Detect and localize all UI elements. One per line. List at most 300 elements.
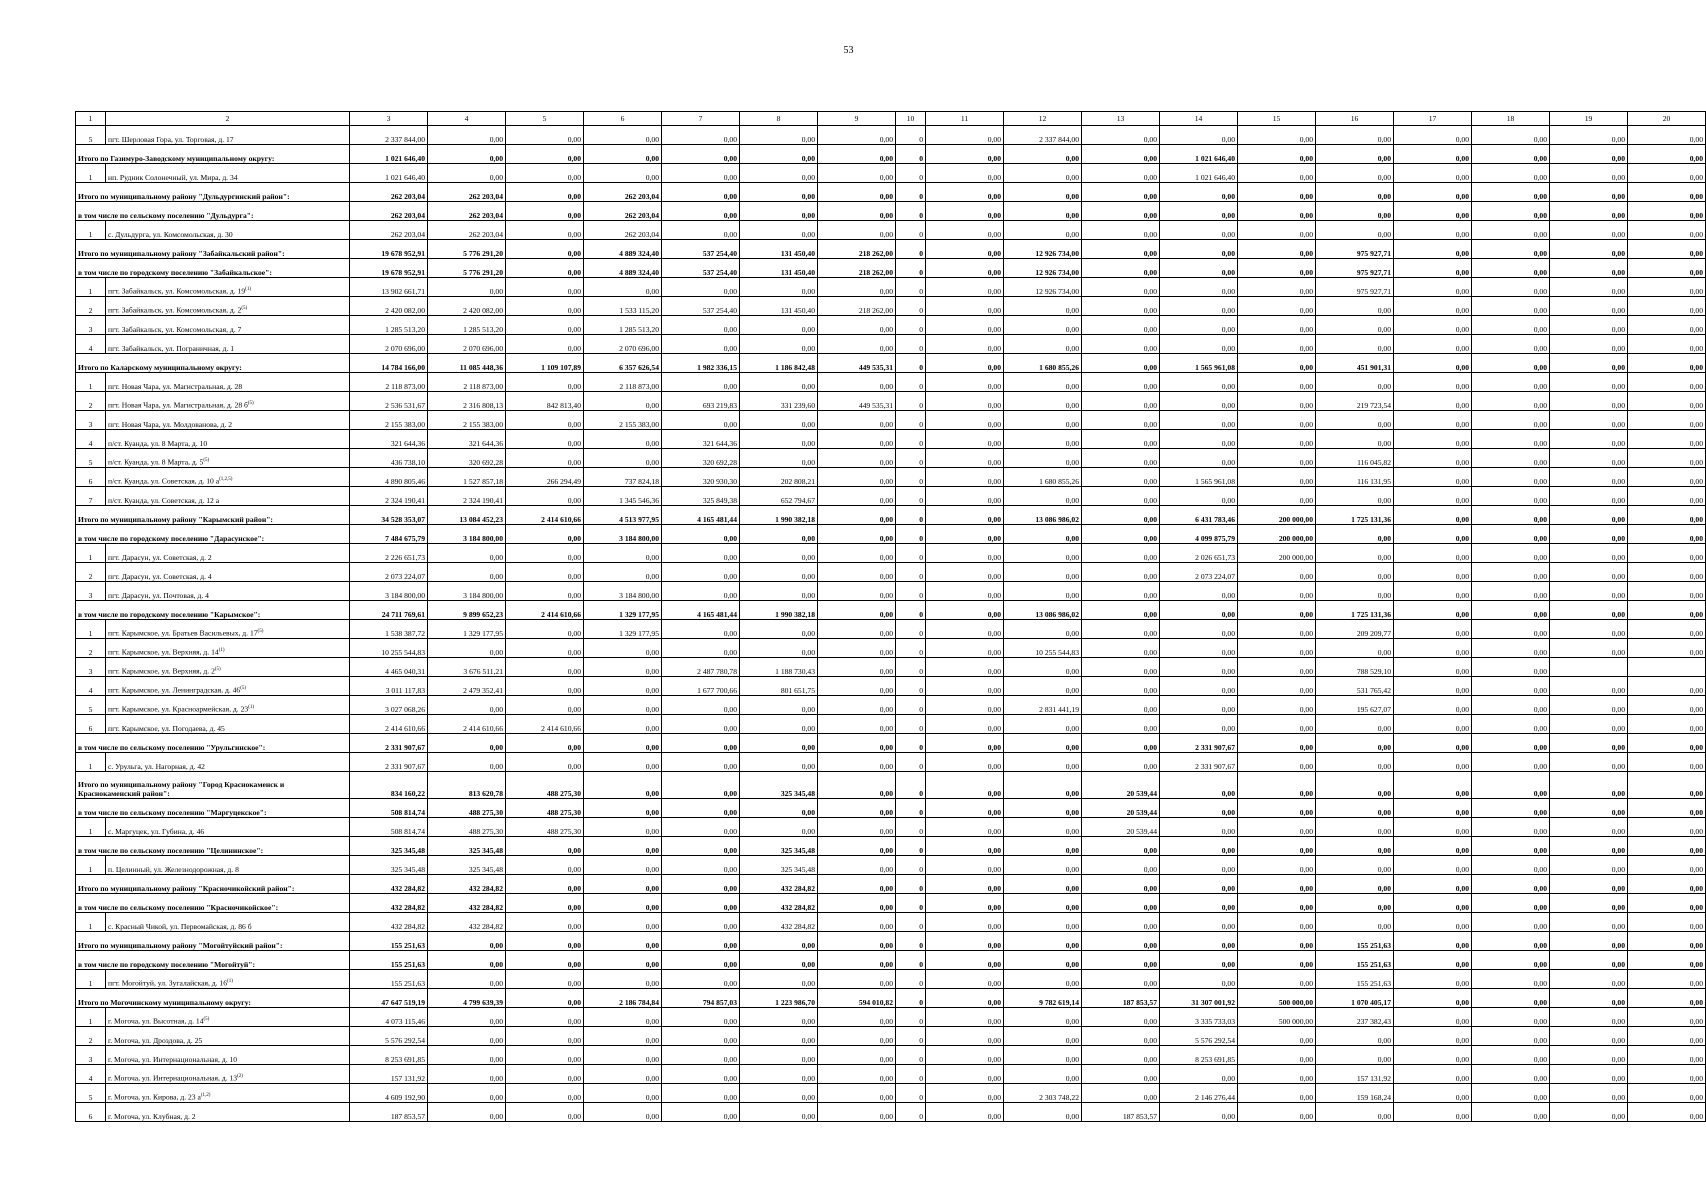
value-cell: 2 337 844,00 bbox=[1004, 126, 1082, 145]
value-cell: 0,00 bbox=[662, 335, 740, 354]
value-cell: 0 bbox=[896, 753, 926, 772]
value-cell: 0,00 bbox=[1004, 487, 1082, 506]
value-cell: 0,00 bbox=[662, 753, 740, 772]
value-cell: 1 021 646,40 bbox=[1160, 164, 1238, 183]
value-cell: 0,00 bbox=[428, 1103, 506, 1122]
value-cell: 0,00 bbox=[1160, 449, 1238, 468]
value-cell: 0,00 bbox=[1316, 525, 1394, 544]
value-cell: 0,00 bbox=[1472, 658, 1550, 677]
value-cell: 2 479 352,41 bbox=[428, 677, 506, 696]
value-cell: 0,00 bbox=[1472, 734, 1550, 753]
value-cell: 0,00 bbox=[1238, 582, 1316, 601]
value-cell: 0,00 bbox=[1160, 772, 1238, 799]
value-cell: 0,00 bbox=[1238, 1103, 1316, 1122]
row-number: 1 bbox=[76, 1008, 106, 1027]
value-cell: 0,00 bbox=[1238, 449, 1316, 468]
value-cell: 0,00 bbox=[1550, 989, 1628, 1008]
value-cell: 0,00 bbox=[1472, 202, 1550, 221]
value-cell: 0,00 bbox=[1472, 837, 1550, 856]
address-text: пгт. Карымское, ул. Верхняя, д. 2 bbox=[108, 667, 215, 676]
value-cell: 0,00 bbox=[1628, 818, 1706, 837]
subtotal-row bbox=[76, 183, 1706, 202]
value-cell: 0,00 bbox=[926, 316, 1004, 335]
value-cell: 31 307 001,92 bbox=[1160, 989, 1238, 1008]
value-cell: 202 808,21 bbox=[740, 468, 818, 487]
value-cell: 0,00 bbox=[1004, 1008, 1082, 1027]
value-cell: 0,00 bbox=[584, 1027, 662, 1046]
value-cell: 0,00 bbox=[662, 278, 740, 297]
value-cell: 0,00 bbox=[1316, 753, 1394, 772]
value-cell: 8 253 691,85 bbox=[350, 1046, 428, 1065]
value-cell: 0,00 bbox=[1628, 1065, 1706, 1084]
value-cell: 0,00 bbox=[926, 658, 1004, 677]
value-cell: 0 bbox=[896, 1008, 926, 1027]
value-cell: 0,00 bbox=[662, 1008, 740, 1027]
value-cell: 0,00 bbox=[506, 297, 584, 316]
value-cell: 0,00 bbox=[1160, 430, 1238, 449]
value-cell: 0,00 bbox=[1628, 582, 1706, 601]
value-cell: 4 165 481,44 bbox=[662, 506, 740, 525]
value-cell: 0,00 bbox=[1472, 932, 1550, 951]
value-cell: 0,00 bbox=[662, 126, 740, 145]
value-cell: 0,00 bbox=[1316, 734, 1394, 753]
value-cell: 0 bbox=[896, 799, 926, 818]
value-cell: 0,00 bbox=[926, 240, 1004, 259]
value-cell: 0,00 bbox=[926, 202, 1004, 221]
value-cell: 200 000,00 bbox=[1238, 525, 1316, 544]
value-cell: 0,00 bbox=[428, 1084, 506, 1103]
address-text: с. Маргуцек, ул. Губина, д. 46 bbox=[108, 827, 205, 836]
value-cell: 0 bbox=[896, 354, 926, 373]
value-cell: 0,00 bbox=[584, 145, 662, 164]
value-cell: 1 345 546,36 bbox=[584, 487, 662, 506]
address-cell bbox=[106, 563, 350, 582]
value-cell: 0,00 bbox=[1082, 601, 1160, 620]
value-cell: 20 539,44 bbox=[1082, 818, 1160, 837]
value-cell: 0,00 bbox=[818, 875, 896, 894]
value-cell: 0,00 bbox=[1394, 202, 1472, 221]
address-cell bbox=[106, 544, 350, 563]
subtotal-label: Итого по Каларскому муниципальному округу: bbox=[76, 354, 350, 373]
value-cell: 0,00 bbox=[1082, 1046, 1160, 1065]
value-cell: 0,00 bbox=[1394, 1103, 1472, 1122]
value-cell: 0,00 bbox=[818, 951, 896, 970]
address-text: г. Могоча, ул. Интернациональная, д. 10 bbox=[108, 1055, 238, 1064]
value-cell: 0,00 bbox=[1316, 1103, 1394, 1122]
value-cell: 0,00 bbox=[1550, 525, 1628, 544]
value-cell: 737 824,18 bbox=[584, 468, 662, 487]
value-cell: 12 926 734,00 bbox=[1004, 278, 1082, 297]
value-cell: 0,00 bbox=[506, 544, 584, 563]
value-cell: 0,00 bbox=[818, 202, 896, 221]
value-cell: 0,00 bbox=[1004, 316, 1082, 335]
address-text: г. Могоча, ул. Клубная, д. 2 bbox=[108, 1112, 196, 1121]
value-cell: 2 414 610,66 bbox=[350, 715, 428, 734]
value-cell: 0,00 bbox=[1628, 951, 1706, 970]
value-cell: 3 027 068,26 bbox=[350, 696, 428, 715]
value-cell: 0,00 bbox=[1472, 715, 1550, 734]
value-cell: 432 284,82 bbox=[740, 913, 818, 932]
value-cell: 0 bbox=[896, 164, 926, 183]
value-cell: 0,00 bbox=[506, 1103, 584, 1122]
value-cell: 0,00 bbox=[1238, 126, 1316, 145]
table-row bbox=[76, 392, 1706, 411]
value-cell: 0,00 bbox=[1004, 544, 1082, 563]
value-cell: 0,00 bbox=[926, 544, 1004, 563]
value-cell: 0,00 bbox=[1394, 913, 1472, 932]
value-cell: 0,00 bbox=[1004, 449, 1082, 468]
value-cell: 0,00 bbox=[1550, 335, 1628, 354]
value-cell: 0,00 bbox=[818, 1084, 896, 1103]
value-cell: 0,00 bbox=[1004, 392, 1082, 411]
value-cell: 0,00 bbox=[506, 525, 584, 544]
value-cell: 0 bbox=[896, 951, 926, 970]
value-cell: 801 651,75 bbox=[740, 677, 818, 696]
value-cell: 4 889 324,40 bbox=[584, 240, 662, 259]
address-cell bbox=[106, 126, 350, 145]
value-cell: 0,00 bbox=[1394, 544, 1472, 563]
value-cell: 131 450,40 bbox=[740, 259, 818, 278]
value-cell: 0,00 bbox=[818, 145, 896, 164]
footnote-mark: (5) bbox=[203, 458, 210, 464]
value-cell: 0,00 bbox=[1628, 259, 1706, 278]
subtotal-row bbox=[76, 734, 1706, 753]
address-text: пгт. Дарасун, ул. Советская, д. 2 bbox=[108, 553, 212, 562]
value-cell: 0,00 bbox=[1160, 582, 1238, 601]
value-cell: 0,00 bbox=[818, 1027, 896, 1046]
value-cell: 0,00 bbox=[1628, 202, 1706, 221]
row-number: 2 bbox=[76, 563, 106, 582]
value-cell: 0 bbox=[896, 1103, 926, 1122]
value-cell: 0,00 bbox=[1004, 932, 1082, 951]
value-cell: 0,00 bbox=[1550, 715, 1628, 734]
table-row bbox=[76, 913, 1706, 932]
value-cell: 0,00 bbox=[662, 818, 740, 837]
table-row bbox=[76, 164, 1706, 183]
value-cell: 0,00 bbox=[662, 563, 740, 582]
value-cell: 0,00 bbox=[926, 487, 1004, 506]
value-cell: 0,00 bbox=[1628, 856, 1706, 875]
value-cell: 0 bbox=[896, 582, 926, 601]
value-cell: 0 bbox=[896, 818, 926, 837]
value-cell: 0,00 bbox=[1550, 544, 1628, 563]
value-cell: 0,00 bbox=[1238, 753, 1316, 772]
value-cell: 0,00 bbox=[1160, 601, 1238, 620]
value-cell: 0,00 bbox=[428, 126, 506, 145]
value-cell: 3 184 800,00 bbox=[428, 525, 506, 544]
value-cell: 0,00 bbox=[662, 316, 740, 335]
value-cell: 0,00 bbox=[1238, 894, 1316, 913]
value-cell: 0,00 bbox=[1316, 373, 1394, 392]
value-cell: 432 284,82 bbox=[740, 875, 818, 894]
value-cell: 0,00 bbox=[1316, 818, 1394, 837]
budget-table bbox=[75, 111, 1706, 1122]
value-cell: 262 203,04 bbox=[350, 183, 428, 202]
address-cell bbox=[106, 658, 350, 677]
value-cell: 0,00 bbox=[740, 1084, 818, 1103]
value-cell: 0,00 bbox=[1394, 563, 1472, 582]
value-cell: 0,00 bbox=[1316, 202, 1394, 221]
value-cell: 0,00 bbox=[1394, 601, 1472, 620]
value-cell: 432 284,82 bbox=[428, 913, 506, 932]
row-number: 3 bbox=[76, 411, 106, 430]
value-cell: 0 bbox=[896, 772, 926, 799]
footnote-mark: (1,2) bbox=[200, 1093, 211, 1099]
row-number: 6 bbox=[76, 468, 106, 487]
value-cell: 0,00 bbox=[1238, 970, 1316, 989]
value-cell: 0,00 bbox=[818, 696, 896, 715]
value-cell: 0,00 bbox=[1394, 126, 1472, 145]
address-text: пгт. Дарасун, ул. Советская, д. 4 bbox=[108, 572, 212, 581]
value-cell: 0,00 bbox=[506, 639, 584, 658]
table-row bbox=[76, 563, 1706, 582]
value-cell: 0,00 bbox=[1238, 278, 1316, 297]
value-cell: 2 331 907,67 bbox=[1160, 734, 1238, 753]
value-cell: 1 021 646,40 bbox=[350, 164, 428, 183]
value-cell: 0,00 bbox=[662, 411, 740, 430]
value-cell: 1 329 177,95 bbox=[584, 601, 662, 620]
value-cell: 0,00 bbox=[818, 818, 896, 837]
value-cell: 0,00 bbox=[1238, 1084, 1316, 1103]
value-cell: 0,00 bbox=[662, 544, 740, 563]
value-cell: 0,00 bbox=[1628, 1046, 1706, 1065]
value-cell: 0,00 bbox=[926, 430, 1004, 449]
value-cell: 131 450,40 bbox=[740, 240, 818, 259]
value-cell: 0,00 bbox=[506, 487, 584, 506]
address-text: пгт. Забайкальск, ул. Пограничная, д. 1 bbox=[108, 344, 235, 353]
value-cell: 0,00 bbox=[1472, 316, 1550, 335]
value-cell: 0 bbox=[896, 734, 926, 753]
value-cell: 187 853,57 bbox=[350, 1103, 428, 1122]
value-cell: 2 303 748,22 bbox=[1004, 1084, 1082, 1103]
value-cell: 0,00 bbox=[1550, 772, 1628, 799]
subtotal-label: в том числе по сельскому поселению "Красночикойское": bbox=[76, 894, 350, 913]
value-cell: 693 219,83 bbox=[662, 392, 740, 411]
value-cell: 0,00 bbox=[1550, 221, 1628, 240]
value-cell: 13 086 986,02 bbox=[1004, 601, 1082, 620]
value-cell: 0,00 bbox=[926, 772, 1004, 799]
value-cell: 0,00 bbox=[1550, 506, 1628, 525]
value-cell: 0,00 bbox=[584, 837, 662, 856]
value-cell: 0,00 bbox=[926, 913, 1004, 932]
value-cell: 195 627,07 bbox=[1316, 696, 1394, 715]
value-cell: 0,00 bbox=[1160, 951, 1238, 970]
value-cell: 34 528 353,07 bbox=[350, 506, 428, 525]
address-cell bbox=[106, 970, 350, 989]
value-cell: 0,00 bbox=[926, 164, 1004, 183]
value-cell: 1 990 382,18 bbox=[740, 601, 818, 620]
value-cell: 0,00 bbox=[584, 875, 662, 894]
value-cell: 0,00 bbox=[1628, 799, 1706, 818]
value-cell: 0,00 bbox=[1628, 430, 1706, 449]
footnote-mark: (5) bbox=[257, 629, 264, 635]
value-cell: 1 538 387,72 bbox=[350, 620, 428, 639]
footnote-mark: (5) bbox=[247, 401, 254, 407]
value-cell: 0,00 bbox=[1472, 563, 1550, 582]
value-cell: 0,00 bbox=[1628, 468, 1706, 487]
value-cell: 187 853,57 bbox=[1082, 1103, 1160, 1122]
value-cell: 0,00 bbox=[1316, 544, 1394, 563]
value-cell: 0,00 bbox=[584, 639, 662, 658]
value-cell: 325 345,48 bbox=[740, 856, 818, 875]
value-cell: 0,00 bbox=[1394, 1084, 1472, 1103]
value-cell: 2 146 276,44 bbox=[1160, 1084, 1238, 1103]
row-number: 4 bbox=[76, 430, 106, 449]
value-cell: 2 226 651,73 bbox=[350, 544, 428, 563]
value-cell: 0,00 bbox=[1160, 875, 1238, 894]
address-text: с. Дульдурга, ул. Комсомольская, д. 30 bbox=[108, 230, 233, 239]
value-cell: 0,00 bbox=[1082, 715, 1160, 734]
value-cell: 0,00 bbox=[740, 1103, 818, 1122]
value-cell: 0,00 bbox=[926, 715, 1004, 734]
value-cell: 13 086 986,02 bbox=[1004, 506, 1082, 525]
value-cell: 0,00 bbox=[1472, 913, 1550, 932]
value-cell: 325 345,48 bbox=[740, 772, 818, 799]
value-cell: 0,00 bbox=[1160, 799, 1238, 818]
value-cell: 2 118 873,00 bbox=[350, 373, 428, 392]
value-cell: 0,00 bbox=[428, 278, 506, 297]
value-cell: 200 000,00 bbox=[1238, 506, 1316, 525]
subtotal-label: Итого по Могочинскому муниципальному округу: bbox=[76, 989, 350, 1008]
value-cell: 20 539,44 bbox=[1082, 772, 1160, 799]
value-cell: 0,00 bbox=[740, 734, 818, 753]
table-row bbox=[76, 658, 1706, 677]
value-cell: 2 070 696,00 bbox=[350, 335, 428, 354]
address-cell bbox=[106, 221, 350, 240]
address-cell bbox=[106, 411, 350, 430]
value-cell: 157 131,92 bbox=[350, 1065, 428, 1084]
row-number: 6 bbox=[76, 1103, 106, 1122]
value-cell: 0,00 bbox=[1316, 894, 1394, 913]
value-cell: 2 487 780,78 bbox=[662, 658, 740, 677]
value-cell: 0,00 bbox=[926, 1008, 1004, 1027]
value-cell: 0,00 bbox=[1082, 544, 1160, 563]
value-cell: 0 bbox=[896, 837, 926, 856]
value-cell: 0,00 bbox=[1004, 894, 1082, 913]
value-cell: 0 bbox=[896, 240, 926, 259]
value-cell: 0,00 bbox=[1082, 696, 1160, 715]
value-cell: 155 251,63 bbox=[350, 970, 428, 989]
value-cell: 262 203,04 bbox=[350, 202, 428, 221]
value-cell: 0,00 bbox=[1394, 932, 1472, 951]
value-cell: 0,00 bbox=[926, 1046, 1004, 1065]
value-cell: 4 889 324,40 bbox=[584, 259, 662, 278]
value-cell: 0,00 bbox=[1394, 221, 1472, 240]
value-cell: 0,00 bbox=[740, 799, 818, 818]
value-cell: 0,00 bbox=[1628, 183, 1706, 202]
value-cell: 0,00 bbox=[1394, 506, 1472, 525]
value-cell: 0,00 bbox=[1472, 240, 1550, 259]
value-cell: 0,00 bbox=[584, 658, 662, 677]
value-cell: 2 324 190,41 bbox=[350, 487, 428, 506]
value-cell: 0,00 bbox=[1550, 240, 1628, 259]
value-cell: 0,00 bbox=[1550, 1027, 1628, 1046]
address-text: пгт. Карымское, ул. Погодаева, д. 45 bbox=[108, 724, 225, 733]
value-cell: 0,00 bbox=[1004, 563, 1082, 582]
value-cell: 0,00 bbox=[1082, 164, 1160, 183]
address-text: п. Целинный, ул. Железнодорожная, д. 8 bbox=[108, 865, 239, 874]
value-cell: 0,00 bbox=[1628, 1008, 1706, 1027]
value-cell: 0,00 bbox=[1238, 335, 1316, 354]
value-cell: 1 565 961,08 bbox=[1160, 468, 1238, 487]
value-cell: 0,00 bbox=[926, 639, 1004, 658]
value-cell: 0,00 bbox=[1160, 970, 1238, 989]
value-cell: 1 285 513,20 bbox=[584, 316, 662, 335]
value-cell: 159 168,24 bbox=[1316, 1084, 1394, 1103]
value-cell: 0,00 bbox=[1550, 620, 1628, 639]
value-cell: 0,00 bbox=[1472, 620, 1550, 639]
value-cell: 0,00 bbox=[1394, 449, 1472, 468]
value-cell: 0,00 bbox=[1472, 818, 1550, 837]
value-cell: 218 262,00 bbox=[818, 240, 896, 259]
value-cell: 218 262,00 bbox=[818, 259, 896, 278]
value-cell: 488 275,30 bbox=[428, 799, 506, 818]
table-row bbox=[76, 677, 1706, 696]
value-cell: 0,00 bbox=[1628, 525, 1706, 544]
row-number: 1 bbox=[76, 753, 106, 772]
value-cell: 0 bbox=[896, 335, 926, 354]
value-cell: 0,00 bbox=[1160, 715, 1238, 734]
value-cell: 0,00 bbox=[1394, 951, 1472, 970]
value-cell: 0,00 bbox=[1550, 411, 1628, 430]
value-cell: 0,00 bbox=[1238, 856, 1316, 875]
value-cell: 0,00 bbox=[506, 837, 584, 856]
address-text: г. Могоча, ул. Высотная, д. 14 bbox=[108, 1017, 204, 1026]
address-cell bbox=[106, 335, 350, 354]
value-cell: 0 bbox=[896, 316, 926, 335]
value-cell: 0,00 bbox=[1628, 373, 1706, 392]
table-row bbox=[76, 297, 1706, 316]
value-cell: 0,00 bbox=[818, 1103, 896, 1122]
value-cell: 2 536 531,67 bbox=[350, 392, 428, 411]
footnote-mark: (1) bbox=[227, 979, 233, 985]
value-cell: 0,00 bbox=[926, 856, 1004, 875]
address-cell bbox=[106, 449, 350, 468]
value-cell: 0,00 bbox=[662, 221, 740, 240]
value-cell: 0 bbox=[896, 989, 926, 1008]
value-cell: 788 529,10 bbox=[1316, 658, 1394, 677]
value-cell: 1 329 177,95 bbox=[428, 620, 506, 639]
subtotal-label: Итого по муниципальному району "Могойтуйский район": bbox=[76, 932, 350, 951]
value-cell: 0,00 bbox=[1394, 639, 1472, 658]
column-number: 11 bbox=[926, 112, 1004, 126]
address-text: п/ст. Куанда, ул. Советская, д. 12 а bbox=[108, 496, 220, 505]
address-cell bbox=[106, 1065, 350, 1084]
value-cell: 0,00 bbox=[818, 411, 896, 430]
value-cell: 0,00 bbox=[818, 734, 896, 753]
value-cell: 0,00 bbox=[506, 278, 584, 297]
value-cell: 0,00 bbox=[1628, 696, 1706, 715]
value-cell: 0,00 bbox=[1628, 772, 1706, 799]
subtotal-row bbox=[76, 601, 1706, 620]
value-cell: 0,00 bbox=[1238, 772, 1316, 799]
value-cell: 0,00 bbox=[1472, 696, 1550, 715]
value-cell: 794 857,03 bbox=[662, 989, 740, 1008]
value-cell: 0,00 bbox=[1472, 164, 1550, 183]
address-cell bbox=[106, 392, 350, 411]
value-cell: 0,00 bbox=[1394, 487, 1472, 506]
row-number: 4 bbox=[76, 335, 106, 354]
value-cell: 116 045,82 bbox=[1316, 449, 1394, 468]
value-cell: 813 620,78 bbox=[428, 772, 506, 799]
column-number: 2 bbox=[106, 112, 350, 126]
value-cell: 0,00 bbox=[1550, 1065, 1628, 1084]
value-cell: 0,00 bbox=[1472, 221, 1550, 240]
address-text: п/ст. Куанда, ул. 8 Марта, д. 5 bbox=[108, 458, 204, 467]
value-cell: 2 420 082,00 bbox=[428, 297, 506, 316]
value-cell: 0,00 bbox=[428, 1046, 506, 1065]
value-cell: 0,00 bbox=[662, 799, 740, 818]
